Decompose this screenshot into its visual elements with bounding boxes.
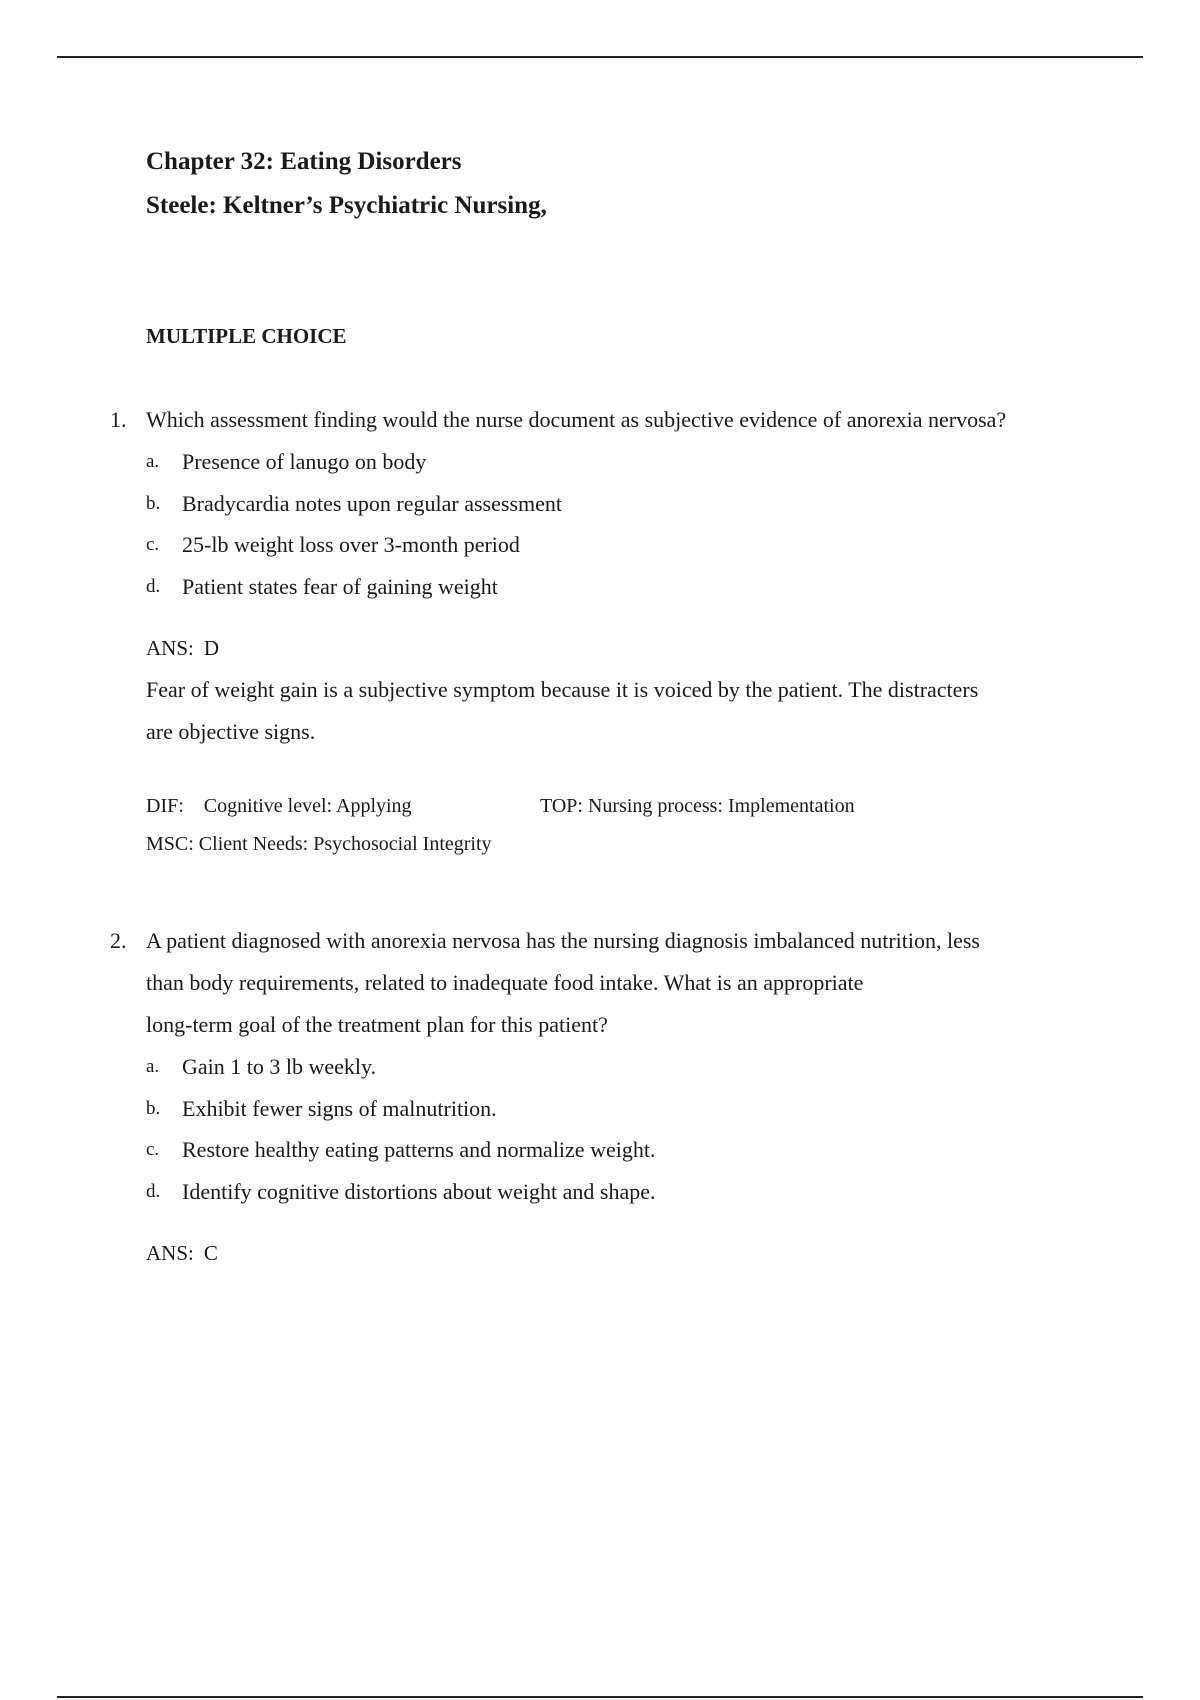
- option-a: [0, 1046, 1100, 1088]
- document-header: [146, 140, 1106, 228]
- question-1: [0, 399, 1100, 863]
- option-c: [0, 524, 1100, 566]
- answer-value: C: [203, 1241, 218, 1265]
- option-a: [0, 441, 1100, 483]
- msc-value: MSC: Client Needs: Psychosocial Integrity: [146, 833, 492, 855]
- option-letter: b.: [146, 1097, 161, 1119]
- question-stem-line: than body requirements, related to inadequate food intake. What is an appropriate: [146, 970, 864, 995]
- option-text: Presence of lanugo on body: [182, 449, 427, 474]
- option-c: [0, 1129, 1100, 1171]
- rationale: [0, 669, 1076, 753]
- answer-label: ANS:: [146, 636, 194, 660]
- option-text: Patient states fear of gaining weight: [182, 573, 498, 599]
- answer-line: [0, 627, 1100, 669]
- question-stem-line: long-term goal of the treatment plan for this patient?: [146, 1012, 608, 1037]
- option-text: Restore healthy eating patterns and normalize weight.: [182, 1137, 656, 1162]
- chapter-title: Chapter 32: Eating Disorders: [146, 148, 462, 175]
- top-rule: [57, 56, 1143, 58]
- section-heading: MULTIPLE CHOICE: [146, 324, 347, 348]
- question-stem-line: Which assessment finding would the nurse document as subjective evidence of anorexia nervosa?: [146, 407, 1007, 432]
- question-number: 2.: [110, 928, 127, 953]
- question-stem: [0, 920, 1100, 1046]
- option-letter: d.: [146, 1180, 161, 1202]
- question-stem-line: A patient diagnosed with anorexia nervosa has the nursing diagnosis imbalanced nutrition, less: [146, 928, 980, 953]
- book-subtitle: Steele: Keltner’s Psychiatric Nursing,: [146, 192, 547, 219]
- question-2: [0, 920, 1100, 1274]
- option-text: Gain 1 to 3 lb weekly.: [182, 1054, 377, 1079]
- question-stem: [0, 399, 1100, 441]
- rationale-line: Fear of weight gain is a subjective symptom because it is voiced by the patient. The distracters: [146, 677, 979, 702]
- answer-label: ANS:: [146, 1241, 194, 1265]
- answer-line: [0, 1232, 1100, 1274]
- option-letter: d.: [146, 575, 161, 597]
- option-list: [0, 441, 1100, 607]
- option-b: [0, 483, 1100, 525]
- meta-msc: [0, 825, 1100, 863]
- option-text: Identify cognitive distortions about weight and shape.: [182, 1178, 656, 1204]
- option-b: [0, 1088, 1100, 1130]
- option-text: Exhibit fewer signs of malnutrition.: [182, 1095, 497, 1121]
- option-letter: a.: [146, 451, 160, 472]
- question-number: 1.: [110, 407, 127, 432]
- dif-label: DIF:: [146, 795, 184, 817]
- answer-value: D: [203, 636, 220, 660]
- dif-value: Cognitive level: Applying: [203, 795, 412, 817]
- bottom-rule: [57, 1696, 1143, 1698]
- option-list: [0, 1046, 1100, 1212]
- option-text: Bradycardia notes upon regular assessment: [182, 490, 562, 516]
- meta-dif-top: [0, 787, 1100, 825]
- option-letter: b.: [146, 492, 161, 514]
- option-text: 25-lb weight loss over 3-month period: [182, 532, 520, 557]
- option-letter: a.: [146, 1056, 160, 1077]
- option-letter: c.: [146, 534, 160, 555]
- option-letter: c.: [146, 1139, 160, 1160]
- option-d: [0, 566, 1100, 608]
- rationale-line: are objective signs.: [146, 719, 316, 744]
- top-value: TOP: Nursing process: Implementation: [540, 795, 855, 817]
- option-d: [0, 1171, 1100, 1213]
